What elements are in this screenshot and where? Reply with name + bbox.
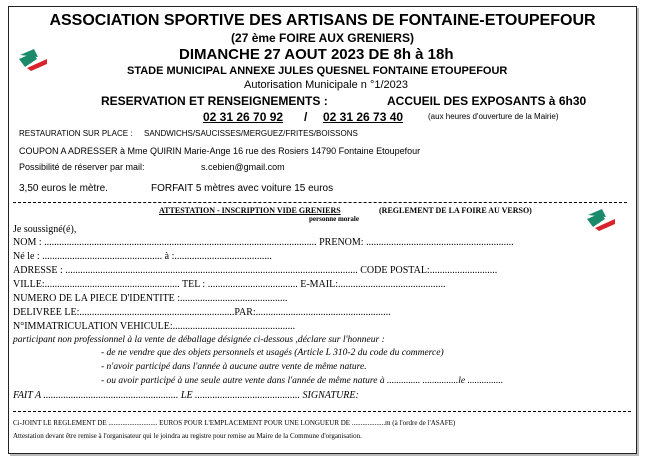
field-immatriculation[interactable]: N°IMMATRICULATION VEHICULE:................................................. — [13, 321, 296, 332]
separator-line — [13, 411, 631, 412]
price-per-meter: 3,50 euros le mètre. — [19, 183, 108, 194]
cut-line — [13, 202, 627, 203]
field-numero-identite[interactable]: NUMERO DE LA PIECE D'IDENTITE :........................................... — [13, 293, 288, 304]
phone-1: 02 31 26 70 92 — [203, 110, 284, 124]
field-nom[interactable]: NOM : ............................................................................................................. PRENOM: ........................................................... — [13, 237, 514, 248]
reglement-line[interactable]: Ci-JOINT LE REGLEMENT DE ............................ EUROS POUR L'EMPLACEMENT POUR UNE LONGUEUR DE ...................m (à l'ordre de l'ASAFE) — [13, 419, 456, 427]
participant-declaration: participant non professionnel à la vente de déballage désignée ci-dessous ,déclare sur l'honneur : — [13, 335, 385, 345]
field-fait-a[interactable]: FAIT A ...................................................... LE .......................................... SIGNATURE: — [13, 390, 359, 401]
flyer-page — [8, 6, 637, 454]
authorisation: Autorisation Municipale n °1/2023 — [244, 79, 409, 91]
credit-agricole-logo-top — [17, 47, 51, 73]
accueil-exposants: ACCUEIL DES EXPOSANTS à 6h30 — [387, 94, 587, 108]
mail-label: Possibilité de réserver par mail: — [19, 162, 145, 172]
mail-link[interactable]: s.cebien@gmail.com — [201, 162, 285, 172]
field-adresse[interactable]: ADRESSE : ..................................................................................................................... CODE POSTAL:........................... — [13, 265, 498, 276]
phone-2: 02 31 26 73 40 — [323, 110, 404, 124]
declaration-item-3: - ou avoir participé à une seule autre vente dans l'année de même nature à .............. ...............le ............... — [101, 376, 504, 386]
flyer-title: ASSOCIATION SPORTIVE DES ARTISANS DE FONTAINE-ETOUPEFOUR — [49, 12, 596, 29]
restauration-items: SANDWICHS/SAUCISSES/MERGUEZ/FRITES/BOISSONS — [144, 129, 358, 138]
forfait: FORFAIT 5 mètres avec voiture 15 euros — [151, 183, 334, 194]
restauration-label: RESTAURATION SUR PLACE : — [19, 129, 133, 138]
declaration-item-1: - de ne vendre que des objets personnels et usagés (Article L 310-2 du code du commerce) — [101, 348, 444, 358]
field-ville[interactable]: VILLE:...................................................... TEL : .................................... E-MAIL:........................................... — [13, 279, 446, 290]
event-venue: STADE MUNICIPAL ANNEXE JULES QUESNEL FONTAINE ETOUPEFOUR — [127, 65, 508, 77]
field-delivree[interactable]: DELIVREE LE:..............................................................PAR:...................................................... — [13, 307, 391, 318]
event-date: DIMANCHE 27 AOUT 2023 DE 8h à 18h — [179, 46, 454, 63]
credit-agricole-logo-bottom — [585, 207, 619, 233]
reservation-label: RESERVATION ET RENSEIGNEMENTS : — [101, 94, 328, 108]
je-soussigne: Je soussigné(é), — [13, 224, 77, 235]
form-heading: ATTESTATION - INSCRIPTION VIDE GRENIERS — [159, 206, 341, 215]
field-ne-le[interactable]: Né le : ................................................ à :....................................... — [13, 251, 272, 262]
attestation-note: Attestation devant être remise à l'organisateur qui le joindra au registre pour remise au Maire de la Commune d'organisation. — [13, 432, 362, 440]
phone-separator: / — [304, 110, 308, 124]
coupon-address: COUPON A ADRESSER à Mme QUIRIN Marie-Ange 16 rue des Rosiers 14790 Fontaine Etoupefour — [19, 146, 421, 156]
phone-note: (aux heures d'ouverture de la Mairie) — [428, 112, 559, 121]
flyer-subtitle: (27 ème FOIRE AUX GRENIERS) — [231, 31, 414, 45]
form-heading-sub: personne morale — [309, 215, 359, 223]
form-heading-right: (REGLEMENT DE LA FOIRE AU VERSO) — [379, 206, 532, 215]
declaration-item-2: - n'avoir participé dans l'année à aucune autre vente de même nature. — [101, 362, 367, 372]
